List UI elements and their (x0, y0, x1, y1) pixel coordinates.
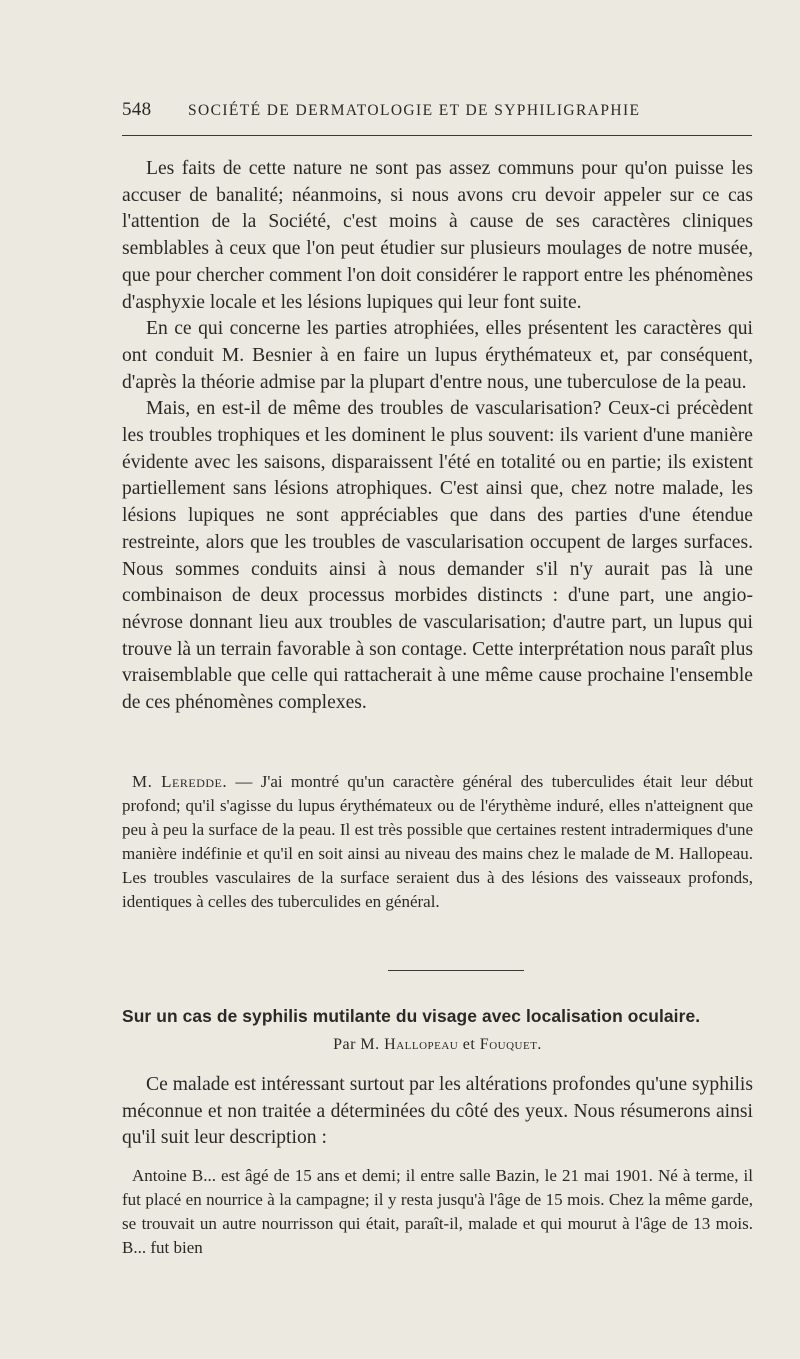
intro-paragraph: Ce malade est intéressant surtout par les altérations profondes qu'une syphilis méconnue et non traitée a déterminées du côté des yeux. Nous résumerons ainsi qu'il suit leur description : (122, 1074, 753, 1149)
header-rule (122, 135, 752, 136)
discussion-remark (122, 770, 753, 913)
paragraph-3: Mais, en est-il de même des troubles de vascularisation? Ceux-ci précèdent les troubles trophiques et les dominent le plus souvent: ils varient d'une manière évidente avec les saisons, disparaissent l'été en totalité ou en partie; ils existent partiellement sans lésions atrophiques. C'est ainsi que, chez notre malade, les lésions lupiques ne sont appréciables que dans des parties d'une étendue restreinte, alors que les troubles de vascularisation occupent de larges surfaces. Nous sommes conduits ainsi à nous demander s'il n'y aurait pas là une combinaison de deux processus morbides distincts : d'une part, une angio-névrose donnant lieu aux troubles de vascularisation; d'autre part, un lupus qui trouve là un terrain favorable à son contage. Cette interprétation nous paraît plus vraisemblable que celle qui rattacherait à une même cause prochaine l'ensemble de ces phénomènes complexes. (122, 398, 753, 714)
running-header (122, 99, 752, 121)
author-hallopeau: Hallopeau (384, 1036, 459, 1053)
page-number: 548 (122, 99, 152, 120)
article-intro (122, 1072, 753, 1152)
running-title: SOCIÉTÉ DE DERMATOLOGIE ET DE SYPHILIGRAPHIE (188, 102, 641, 119)
section-divider (388, 970, 524, 971)
byline-joiner: et (458, 1036, 480, 1053)
paragraph-1: Les faits de cette nature ne sont pas assez communs pour qu'on puisse les accuser de banalité; néanmoins, si nous avons cru devoir appeler sur ce cas l'attention de la Société, c'est moins à cause de ses caractères cliniques semblables à ceux que l'on peut étudier sur plusieurs moulages de notre musée, que pour chercher comment l'on doit considérer le rapport entre les phénomènes d'asphyxie locale et les lésions lupiques qui leur font suite. (122, 158, 753, 313)
main-text (122, 156, 753, 717)
speaker-name: M. Leredde. (132, 772, 228, 791)
author-fouquet: Fouquet. (479, 1036, 542, 1053)
case-history (122, 1164, 753, 1260)
article-title: Sur un cas de syphilis mutilante du visage avec localisation oculaire. (122, 1006, 701, 1026)
discussion-text: — J'ai montré qu'un caractère général des tuberculides était leur début profond; qu'il s'agisse du lupus érythémateux ou de l'érythème induré, elles n'atteignent que peu à peu la surface de la peau. Il est très possible que certaines restent intradermiques d'une manière indéfinie et qu'il en soit ainsi au niveau des mains chez le malade de M. Hallopeau. Les troubles vasculaires de la surface seraient dus à des lésions des vaisseaux profonds, identiques à celles des tuberculides en général. (122, 772, 753, 911)
byline (122, 1036, 753, 1054)
paragraph-2: En ce qui concerne les parties atrophiées, elles présentent les caractères qui ont conduit M. Besnier à en faire un lupus érythémateux et, par conséquent, d'après la théorie admise par la plupart d'entre nous, une tuberculose de la peau. (122, 318, 753, 393)
case-paragraph: Antoine B... est âgé de 15 ans et demi; il entre salle Bazin, le 21 mai 1901. Né à terme, il fut placé en nourrice à la campagne; il y resta jusqu'à l'âge de 15 mois. Chez la même garde, se trouvait un autre nourrisson qui était, paraît-il, malade et qui mourut à l'âge de 13 mois. B... fut bien (122, 1166, 753, 1257)
discussion-paragraph (122, 770, 753, 913)
byline-prefix: Par M. (333, 1036, 385, 1053)
